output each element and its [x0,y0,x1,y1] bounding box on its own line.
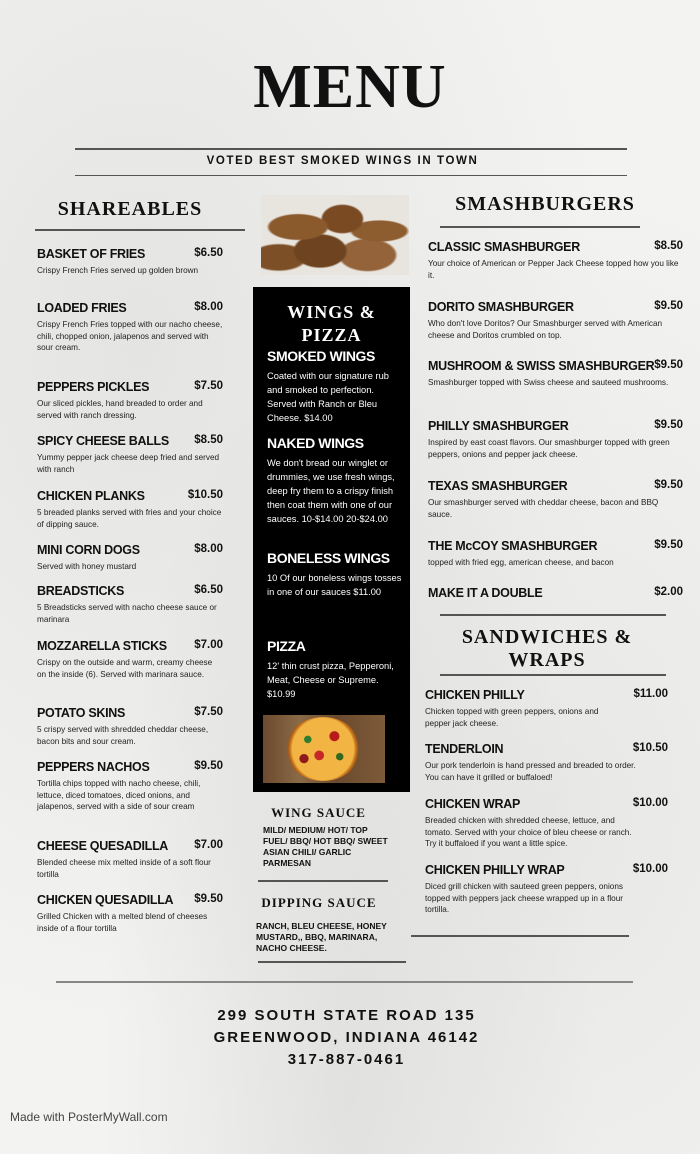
menu-item [37,380,223,421]
menu-item [425,688,668,729]
tagline: VOTED BEST SMOKED WINGS IN TOWN [206,155,479,167]
item-name: MAKE IT A DOUBLE [428,586,543,600]
item-name: CHICKEN PLANKS [37,489,145,503]
item-name: THE McCOY SMASHBURGER [428,539,598,553]
item-desc: Crispy French Fries topped with our nacho cheese, chili, chopped onion, jalapenos and served with sour cream. [37,320,223,352]
item-name: BREADSTICKS [37,584,124,598]
item-name: LOADED FRIES [37,301,127,315]
menu-item [37,247,223,277]
item-price: $9.50 [194,893,223,905]
item-price: $8.50 [654,240,683,252]
item-price: $2.00 [654,586,683,598]
heading-line: WINGS & [287,302,376,322]
item-name: BASKET OF FRIES [37,247,146,261]
item-name: MUSHROOM & SWISS SMASHBURGER [428,359,655,373]
divider [258,961,406,963]
item-desc: 12' thin crust pizza, Pepperoni, Meat, Cheese or Supreme. $10.99 [267,661,394,699]
item-name: CHICKEN PHILLY WRAP [425,863,565,877]
item-price: $9.50 [654,539,683,551]
item-desc: Crispy French Fries served up golden brown [37,266,199,275]
item-desc: Our sliced pickles, hand breaded to order and served with ranch dressing. [37,399,203,420]
sandwiches-list [425,0,668,960]
menu-item [37,639,223,680]
divider [258,880,388,882]
menu-item [267,348,405,425]
item-name: MOZZARELLA STICKS [37,639,167,653]
menu-item [425,797,668,850]
item-name: NAKED WINGS [267,435,364,451]
item-desc: Coated with our signature rub and smoked to perfection. Served with Ranch or Bleu Cheese. $14.00 [267,371,389,423]
item-desc: Our smashburger served with cheddar cheese, bacon and BBQ sauce. [428,498,659,519]
item-desc: Chicken topped with green peppers, onions and pepper jack cheese. [425,707,599,728]
item-desc: Yummy pepper jack cheese deep fried and served with ranch [37,453,220,474]
item-name: PEPPERS PICKLES [37,380,150,394]
menu-item [37,893,223,934]
menu-item [267,638,405,701]
item-desc: Tortilla chips topped with nacho cheese, chili, lettuce, diced tomatoes, diced onions, and jalapenos, served with a side of sour cream [37,779,201,811]
menu-item [267,550,405,599]
item-desc: 5 Breadsticks served with nacho cheese sauce or marinara [37,603,217,624]
address-block [0,1005,693,1071]
item-price: $9.50 [654,359,683,371]
wings-pizza-panel [253,287,410,792]
item-price: $8.00 [194,543,223,555]
item-name: CLASSIC SMASHBURGER [428,240,580,254]
smashburgers-heading: SMASHBURGERS [455,193,635,215]
item-desc: 10 Of our boneless wings tosses in one of our sauces $11.00 [267,573,402,597]
item-price: $8.50 [194,434,223,446]
address-line: 299 SOUTH STATE ROAD 135 [217,1007,476,1024]
item-name: PEPPERS NACHOS [37,760,150,774]
item-desc: Smashburger topped with Swiss cheese and sauteed mushrooms. [428,378,669,387]
menu-item [425,863,668,916]
item-name: TENDERLOIN [425,742,504,756]
item-desc: Inspired by east coast flavors. Our smashburger topped with green peppers, onions and pepper jack cheese. [428,438,670,459]
pizza-photo [263,715,385,783]
menu-item [37,706,223,747]
item-name: PIZZA [267,638,306,654]
phone-number: 317-887-0461 [287,1051,406,1068]
item-desc: Our pork tenderloin is hand pressed and breaded to order. You can have it grilled or buffaloed! [425,761,636,782]
menu-item [37,839,223,880]
wing-sauce-list: MILD/ MEDIUM/ HOT/ TOP FUEL/ BBQ/ HOT BBQ/ SWEET ASIAN CHILI/ GARLIC PARMESAN [263,825,388,868]
heading-line: WRAPS [508,649,586,671]
item-price: $7.00 [194,639,223,651]
item-price: $7.50 [194,706,223,718]
menu-item [37,543,223,573]
item-name: DORITO SMASHBURGER [428,300,574,314]
item-name: CHICKEN QUESADILLA [37,893,174,907]
item-desc: Breaded chicken with shredded cheese, lettuce, and tomato. Served with your choice of bleu cheese or ranch. Try it buffaloed if you want a little spice. [425,816,632,848]
divider [56,981,633,983]
item-desc: We don't bread our winglet or drummies, we use fresh wings, deep fry them to a crispy finish then coat them with one of our sauces. 10-$14.00 20-$24.00 [267,458,395,524]
item-name: CHICKEN WRAP [425,797,521,811]
menu-item [425,742,668,783]
item-price: $7.00 [194,839,223,851]
menu-item [267,435,405,526]
item-price: $10.00 [632,863,668,875]
item-desc: Crispy on the outside and warm, creamy cheese on the inside (6). Served with marinara sauce. [37,658,213,679]
item-price: $9.50 [194,760,223,772]
item-price: $8.00 [194,301,223,313]
heading-line: SANDWICHES & [461,626,633,648]
page-title: MENU [253,53,447,121]
item-price: $6.50 [194,247,223,259]
item-price: $9.50 [654,300,683,312]
address-line: GREENWOOD, INDIANA 46142 [213,1029,480,1046]
item-name: MINI CORN DOGS [37,543,140,557]
item-name: PHILLY SMASHBURGER [428,419,569,433]
item-price: $9.50 [654,479,683,491]
item-desc: Your choice of American or Pepper Jack Cheese topped how you like it. [428,259,679,280]
item-price: $10.00 [632,797,668,809]
poster-credit: Made with PosterMyWall.com [10,1110,168,1124]
dipping-sauce-heading: DIPPING SAUCE [261,895,377,910]
item-price: $9.50 [654,419,683,431]
menu-item [37,434,223,475]
item-name: SPICY CHEESE BALLS [37,434,169,448]
item-name: CHICKEN PHILLY [425,688,525,702]
dipping-sauce-list: RANCH, BLEU CHEESE, HONEY MUSTARD,, BBQ, MARINARA, NACHO CHEESE. [256,921,387,953]
menu-item [37,489,223,530]
item-price: $10.50 [187,489,223,501]
item-price: $6.50 [194,584,223,596]
menu-item [37,760,223,813]
wings-pizza-heading [253,301,410,347]
menu-item [37,584,223,625]
item-name: CHEESE QUESADILLA [37,839,169,853]
item-price: $10.50 [632,742,668,754]
item-desc: Who don't love Doritos? Our Smashburger served with American cheese and Doritos crumbled on top. [428,319,663,340]
pizza-icon [285,717,361,781]
item-desc: 5 crispy served with shredded cheddar cheese, bacon bits and sour cream. [37,725,209,746]
item-name: POTATO SKINS [37,706,126,720]
item-name: TEXAS SMASHBURGER [428,479,568,493]
wing-sauce-heading: WING SAUCE [271,805,366,820]
item-price: $11.00 [633,688,668,700]
heading-line: PIZZA [301,325,362,345]
item-desc: Diced grill chicken with sauteed green peppers, onions topped with peppers jack cheese wrapped up in a flour tortilla. [425,882,623,914]
item-name: SMOKED WINGS [267,348,375,364]
menu-item [37,301,223,354]
item-desc: topped with fried egg, american cheese, and bacon [428,558,614,567]
item-desc: 5 breaded planks served with fries and your choice of dipping sauce. [37,508,222,529]
item-desc: Served with honey mustard [37,562,137,571]
divider [411,935,629,937]
item-desc: Grilled Chicken with a melted blend of cheeses inside of a flour tortilla [37,912,208,933]
shareables-heading: SHAREABLES [57,198,203,220]
item-desc: Blended cheese mix melted inside of a soft flour tortilla [37,858,211,879]
item-price: $7.50 [194,380,223,392]
item-name: BONELESS WINGS [267,550,390,566]
wings-photo [261,195,409,275]
